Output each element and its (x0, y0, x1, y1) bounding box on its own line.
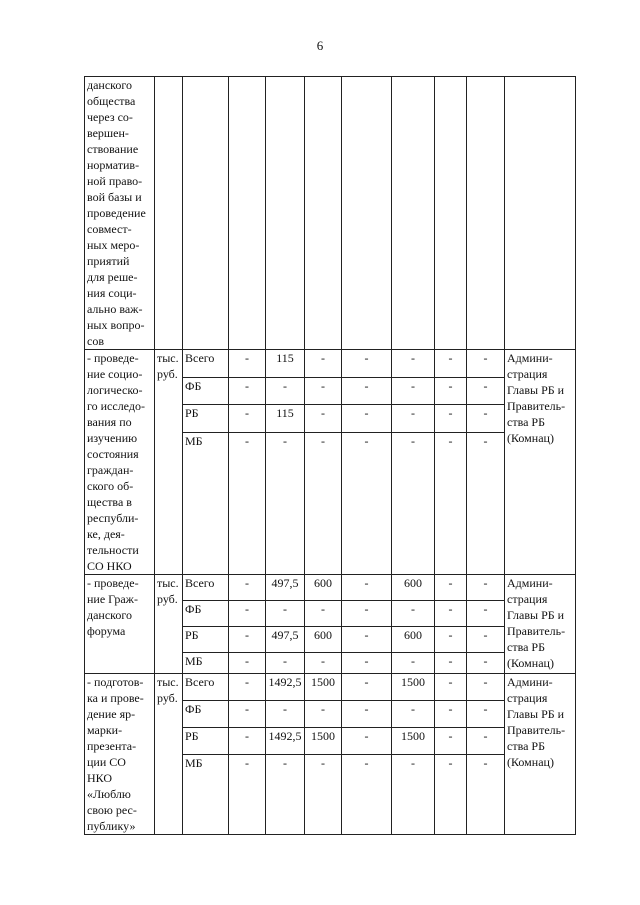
value-cell: 600 (305, 575, 342, 601)
value-cell: - (467, 377, 505, 405)
value-cell: - (392, 405, 435, 433)
value-cell: - (305, 405, 342, 433)
text-line: ции СО (87, 755, 126, 769)
value-cell: 600 (392, 575, 435, 601)
table-row (85, 674, 576, 701)
source-cell: ФБ (183, 377, 229, 405)
text-line: руб. (157, 691, 178, 705)
value-cell: 497,5 (266, 575, 305, 601)
source-cell: ФБ (183, 601, 229, 627)
value-cell: - (229, 755, 266, 835)
text-line: состояния (87, 447, 139, 461)
text-line: для реше- (87, 270, 138, 284)
value-cell: - (229, 601, 266, 627)
text-line: Главы РБ и (507, 383, 565, 397)
text-line: Правитель- (507, 723, 566, 737)
value-cell: - (435, 627, 467, 653)
value-cell: - (467, 601, 505, 627)
text-line: Админи- (507, 576, 553, 590)
value-cell: - (229, 674, 266, 701)
unit-cell (155, 350, 183, 575)
text-line: - проведе- (87, 576, 139, 590)
table-row (85, 575, 576, 601)
source-cell: МБ (183, 432, 229, 574)
text-line: презента- (87, 739, 137, 753)
source-cell: РБ (183, 627, 229, 653)
value-cell: - (392, 377, 435, 405)
value-cell: - (435, 674, 467, 701)
value-cell: - (266, 755, 305, 835)
value-cell: - (342, 575, 392, 601)
executor-cell (505, 674, 576, 835)
value-cell: - (229, 432, 266, 574)
text-line: руб. (157, 592, 178, 606)
value-cell: - (392, 701, 435, 728)
text-line: публику» (87, 819, 136, 833)
text-line: совмест- (87, 222, 132, 236)
budget-table (84, 76, 576, 835)
value-cell: - (467, 350, 505, 378)
value-cell: 1492,5 (266, 674, 305, 701)
text-line: ние социо- (87, 367, 143, 381)
text-line: граждан- (87, 463, 134, 477)
text-line: руб. (157, 367, 178, 381)
text-line: - проведе- (87, 351, 139, 365)
activity-cell (85, 350, 155, 575)
unit-cell (155, 77, 183, 350)
value-cell: - (229, 575, 266, 601)
text-line: ства РБ (507, 739, 545, 753)
table-row-continued (85, 77, 576, 350)
text-line: «Люблю (87, 787, 131, 801)
text-line: тыс. (157, 351, 179, 365)
value-cell: - (342, 728, 392, 755)
text-line: республи- (87, 511, 139, 525)
value-cell: - (229, 701, 266, 728)
unit-cell (155, 575, 183, 674)
value-cell: - (342, 674, 392, 701)
value-cell: - (435, 653, 467, 674)
text-line: проведение (87, 206, 146, 220)
value-cell: - (305, 350, 342, 378)
value-cell (266, 77, 305, 350)
value-cell: - (435, 728, 467, 755)
text-line: форума (87, 624, 126, 638)
value-cell: - (266, 601, 305, 627)
value-cell: - (392, 350, 435, 378)
value-cell: - (467, 405, 505, 433)
text-line: - подготов- (87, 675, 144, 689)
text-line: ных вопро- (87, 318, 145, 332)
text-line: сов (87, 334, 104, 348)
value-cell (342, 77, 392, 350)
table-row (85, 350, 576, 378)
value-cell (392, 77, 435, 350)
text-line: данского (87, 78, 133, 92)
text-line: ка и прове- (87, 691, 144, 705)
source-cell (183, 77, 229, 350)
value-cell: 115 (266, 350, 305, 378)
text-line: через со- (87, 110, 133, 124)
text-line: вания по (87, 415, 132, 429)
value-cell: 1500 (305, 674, 342, 701)
value-cell (467, 77, 505, 350)
unit-cell (155, 674, 183, 835)
text-line: Правитель- (507, 624, 566, 638)
text-line: ально важ- (87, 302, 143, 316)
value-cell: 600 (392, 627, 435, 653)
text-line: (Комнац) (507, 431, 554, 445)
value-cell: 1492,5 (266, 728, 305, 755)
value-cell: - (229, 627, 266, 653)
executor-cell (505, 350, 576, 575)
value-cell: - (305, 432, 342, 574)
text-line: ства РБ (507, 415, 545, 429)
value-cell: - (342, 627, 392, 653)
value-cell: - (435, 432, 467, 574)
text-line: приятий (87, 254, 130, 268)
value-cell: - (229, 350, 266, 378)
source-cell: МБ (183, 653, 229, 674)
value-cell: - (467, 701, 505, 728)
value-cell: - (342, 377, 392, 405)
activity-text (87, 77, 152, 349)
text-line: тыс. (157, 675, 179, 689)
text-line: Админи- (507, 351, 553, 365)
text-line: логическо- (87, 383, 143, 397)
text-line: тельности (87, 543, 139, 557)
text-line: изучению (87, 431, 138, 445)
value-cell: - (435, 701, 467, 728)
value-cell: - (467, 674, 505, 701)
value-cell: - (392, 432, 435, 574)
value-cell: 115 (266, 405, 305, 433)
text-line: Админи- (507, 675, 553, 689)
value-cell: - (467, 575, 505, 601)
value-cell: - (266, 432, 305, 574)
page-number: 6 (316, 38, 324, 53)
text-line: страция (507, 592, 548, 606)
value-cell: - (266, 377, 305, 405)
activity-cell (85, 674, 155, 835)
value-cell (305, 77, 342, 350)
text-line: марки- (87, 723, 123, 737)
text-line: ной право- (87, 174, 143, 188)
text-line: ных меро- (87, 238, 140, 252)
text-line: (Комнац) (507, 656, 554, 670)
text-line: норматив- (87, 158, 140, 172)
text-line: ствование (87, 142, 139, 156)
value-cell: - (229, 405, 266, 433)
value-cell: - (467, 653, 505, 674)
text-line: Главы РБ и (507, 608, 565, 622)
text-line: ние Граж- (87, 592, 138, 606)
value-cell: - (467, 627, 505, 653)
value-cell: - (467, 432, 505, 574)
value-cell: - (266, 653, 305, 674)
value-cell: - (435, 755, 467, 835)
value-cell: - (392, 755, 435, 835)
value-cell: - (435, 601, 467, 627)
text-line: (Комнац) (507, 755, 554, 769)
value-cell: - (435, 377, 467, 405)
text-line: ке, дея- (87, 527, 125, 541)
executor-cell (505, 575, 576, 674)
value-cell: - (392, 653, 435, 674)
value-cell: - (342, 350, 392, 378)
value-cell: - (342, 405, 392, 433)
text-line: СО НКО (87, 559, 132, 573)
value-cell: - (342, 601, 392, 627)
value-cell: - (305, 755, 342, 835)
value-cell: - (305, 601, 342, 627)
text-line: свою рес- (87, 803, 137, 817)
executor-cell (505, 77, 576, 350)
source-cell: Всего (183, 575, 229, 601)
value-cell: - (342, 755, 392, 835)
value-cell: 600 (305, 627, 342, 653)
text-line: ского об- (87, 479, 134, 493)
source-cell: РБ (183, 405, 229, 433)
source-cell: ФБ (183, 701, 229, 728)
value-cell: - (305, 653, 342, 674)
activity-cell (85, 77, 155, 350)
value-cell: - (467, 755, 505, 835)
value-cell: - (229, 653, 266, 674)
value-cell: - (342, 653, 392, 674)
text-line: тыс. (157, 576, 179, 590)
value-cell: 1500 (392, 728, 435, 755)
value-cell: - (305, 377, 342, 405)
value-cell: - (229, 377, 266, 405)
source-cell: Всего (183, 674, 229, 701)
text-line: дение яр- (87, 707, 136, 721)
text-line: страция (507, 691, 548, 705)
text-line: Главы РБ и (507, 707, 565, 721)
text-line: общества (87, 94, 136, 108)
value-cell: - (392, 601, 435, 627)
value-cell (435, 77, 467, 350)
source-cell: МБ (183, 755, 229, 835)
text-line: вой базы и (87, 190, 142, 204)
source-cell: Всего (183, 350, 229, 378)
value-cell: 497,5 (266, 627, 305, 653)
value-cell: - (435, 350, 467, 378)
value-cell (229, 77, 266, 350)
value-cell: - (435, 405, 467, 433)
text-line: НКО (87, 771, 113, 785)
value-cell: - (342, 701, 392, 728)
value-cell: - (305, 701, 342, 728)
value-cell: 1500 (392, 674, 435, 701)
activity-cell (85, 575, 155, 674)
value-cell: - (435, 575, 467, 601)
text-line: вершен- (87, 126, 129, 140)
text-line: ства РБ (507, 640, 545, 654)
text-line: го исследо- (87, 399, 145, 413)
text-line: ния соци- (87, 286, 137, 300)
value-cell: 1500 (305, 728, 342, 755)
source-cell: РБ (183, 728, 229, 755)
value-cell: - (467, 728, 505, 755)
value-cell: - (229, 728, 266, 755)
value-cell: - (342, 432, 392, 574)
value-cell: - (266, 701, 305, 728)
text-line: страция (507, 367, 548, 381)
text-line: Правитель- (507, 399, 566, 413)
text-line: данского (87, 608, 133, 622)
text-line: щества в (87, 495, 132, 509)
